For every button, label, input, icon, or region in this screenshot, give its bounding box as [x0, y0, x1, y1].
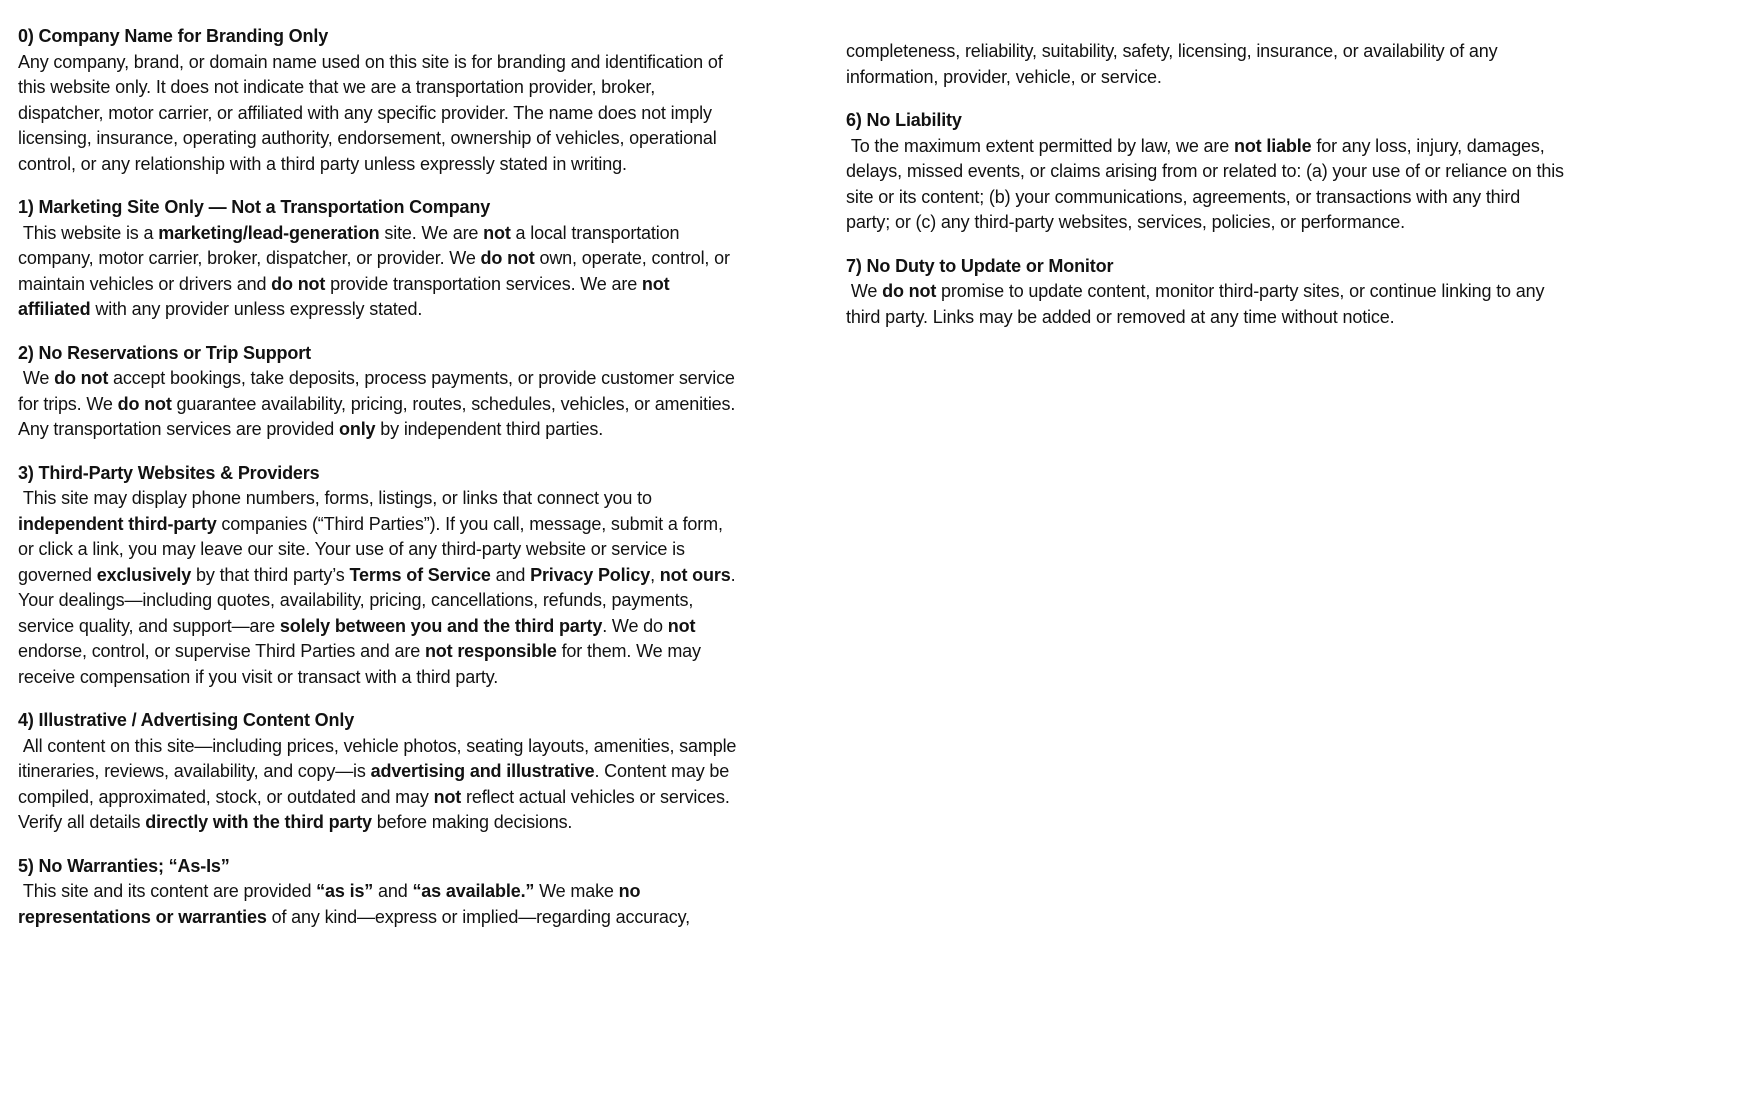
bold-text-run: not affiliated: [18, 273, 675, 319]
bold-text-run: independent third-party: [18, 513, 217, 534]
text-run: and: [490, 564, 531, 585]
section-body: [18, 221, 738, 323]
text-run: Any company, brand, or domain name used on this site is for branding and identification of this website only. It does not indicate that we are a transportation provider, broker, dispatcher, motor carrier, or affiliated with any specific provider. The name does not imply licensing, insurance, operating authority, endorsement, ownership of vehicles, operational control, or any relationship with a third party unless expressly stated in writing.: [18, 51, 728, 174]
section-heading: 4) Illustrative / Advertising Content Only: [18, 710, 355, 730]
section-body: [18, 486, 738, 690]
disclaimer-section: [18, 854, 738, 931]
text-run: reflect actual vehicles or services. Verify all details: [18, 786, 735, 832]
section-body: [18, 50, 738, 178]
text-run: a local transportation company, motor carrier, broker, dispatcher, or provider. We: [18, 222, 685, 268]
text-run: companies (“Third Parties”). If you call, message, submit a form, or click a link, you may leave our site. Your use of any third-party website or service is governed: [18, 513, 728, 585]
text-run: We: [846, 281, 883, 301]
bold-text-run: “as is”: [316, 881, 374, 901]
disclaimer-section: [18, 461, 738, 691]
bold-text-run: advertising and illustrative: [370, 761, 595, 781]
section-heading: 5) No Warranties; “As-Is”: [18, 855, 230, 876]
text-run: To the maximum extent permitted by law, we are: [846, 135, 1234, 156]
text-run: and: [373, 881, 413, 901]
section-heading: 3) Third-Party Websites & Providers: [18, 462, 320, 483]
text-run: by that third party’s: [191, 564, 350, 585]
section-heading: 2) No Reservations or Trip Support: [18, 342, 311, 363]
disclaimer-section: [846, 254, 1566, 331]
bold-text-run: not responsible: [424, 641, 557, 661]
bold-text-run: do not: [480, 248, 535, 268]
text-run: This site and its content are provided: [18, 881, 317, 901]
text-run: of any kind—express or implied—regarding accuracy,: [266, 906, 690, 927]
disclaimer-section: [846, 108, 1569, 236]
bold-text-run: no representations or warranties: [18, 881, 646, 927]
disclaimer-section: [18, 24, 738, 177]
disclaimer-section: [18, 708, 742, 836]
bold-text-run: not: [483, 222, 511, 243]
bold-text-run: not liable: [1233, 135, 1312, 156]
text-run: . Your dealings—including quotes, availability, pricing, cancellations, refunds, payments, service quality, and support—are: [18, 564, 740, 636]
bold-text-run: solely between you and the third party: [279, 615, 603, 636]
text-run: We make: [534, 881, 619, 901]
section-body: [18, 879, 738, 930]
section-heading: 7) No Duty to Update or Monitor: [846, 255, 1114, 276]
bold-text-run: exclusively: [96, 564, 192, 585]
text-run: for them. We may receive compensation if you visit or transact with a third party.: [18, 641, 706, 687]
text-run: We: [18, 368, 55, 388]
section-body: [846, 279, 1566, 330]
section-body: [18, 734, 742, 836]
left-column: [18, 24, 742, 1113]
text-run: This site may display phone numbers, forms, listings, or links that connect you to: [18, 488, 657, 508]
bold-text-run: Terms of Service: [349, 564, 491, 585]
bold-text-run: Privacy Policy: [530, 564, 651, 585]
text-run: endorse, control, or supervise Third Parties and are: [18, 615, 701, 661]
text-run: site. We are: [379, 222, 484, 243]
disclaimer-section: [18, 341, 738, 443]
disclaimer-section: [846, 39, 1566, 90]
bold-text-run: not: [667, 615, 696, 636]
text-run: This website is a: [18, 222, 159, 243]
bold-text-run: marketing/lead-generation: [158, 222, 380, 243]
text-run: for any loss, injury, damages, delays, missed events, or claims arising from or related to: (a) your use of or reliance on this site or its content; (b) your communications, agreements, or transactions with any third party; or (c) any third-party websites, services, policies, or performance.: [846, 135, 1569, 232]
bold-text-run: do not: [882, 281, 937, 301]
bold-text-run: directly with the third party: [145, 812, 372, 832]
section-body: [846, 134, 1569, 236]
text-run: ,: [650, 564, 660, 585]
section-heading: 6) No Liability: [846, 110, 962, 130]
bold-text-run: do not: [271, 273, 326, 294]
bold-text-run: not ours: [659, 564, 731, 585]
text-run: provide transportation services. We are: [325, 273, 642, 294]
text-run: guarantee availability, pricing, routes, schedules, vehicles, or amenities. Any transportation services are provided: [18, 393, 740, 439]
text-run: accept bookings, take deposits, process payments, or provide customer service for trips. We: [18, 368, 740, 414]
text-run: . Content may be compiled, approximated, stock, or outdated and may: [18, 761, 735, 807]
text-run: promise to update content, monitor third-party sites, or continue linking to any third party. Links may be added or removed at any time without notice.: [846, 281, 1550, 327]
bold-text-run: only: [339, 419, 376, 439]
text-run: with any provider unless expressly stated.: [90, 299, 423, 319]
disclaimer-section: [18, 195, 738, 323]
section-heading: 0) Company Name for Branding Only: [18, 26, 329, 46]
section-body: [846, 39, 1566, 90]
section-body: [18, 366, 738, 443]
text-run: by independent third parties.: [375, 419, 604, 439]
text-run: . We do: [602, 615, 668, 636]
text-run: completeness, reliability, suitability, safety, licensing, insurance, or availability of any information, provider, vehicle, or service.: [846, 41, 1503, 87]
bold-text-run: not: [433, 786, 462, 807]
right-column: [846, 24, 1569, 1113]
text-run: before making decisions.: [371, 812, 573, 832]
section-heading: 1) Marketing Site Only — Not a Transportation Company: [18, 197, 491, 217]
text-run: All content on this site—including prices, vehicle photos, seating layouts, amenities, sample itineraries, reviews, availability, and copy—is: [18, 735, 742, 781]
bold-text-run: do not: [117, 393, 172, 414]
bold-text-run: do not: [54, 368, 109, 388]
bold-text-run: “as available.”: [412, 881, 535, 901]
text-run: own, operate, control, or maintain vehicles or drivers and: [18, 248, 735, 294]
